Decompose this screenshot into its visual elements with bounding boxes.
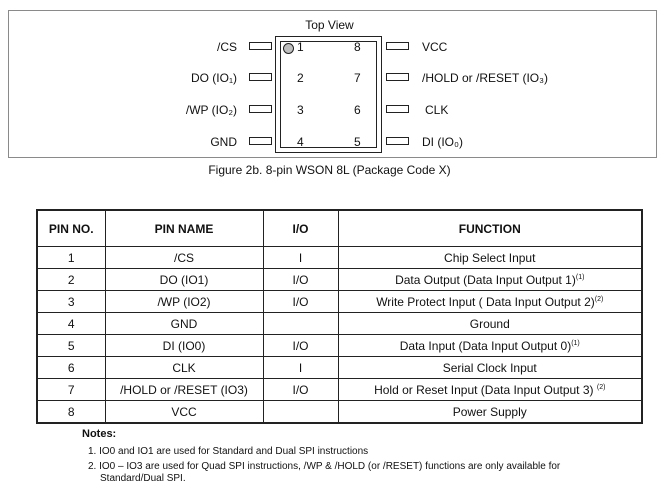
table-row [37,401,642,424]
table-row [37,357,642,379]
pin-label-cs: /CS [216,40,237,54]
cell-io: I/O [263,335,338,357]
header-pin-no: PIN NO. [37,210,105,247]
cell-pin-no: 7 [37,379,105,401]
top-view-label: Top View [305,18,354,32]
cell-io: I [263,247,338,269]
function-text: Chip Select Input [444,250,536,265]
pin-label-hold-reset: /HOLD or /RESET (IO₃) [422,71,549,85]
table-row [37,269,642,291]
note-2: 2. IO0 – IO3 are used for Quad SPI instructions, /WP & /HOLD (or /RESET) functions are only available for [88,461,561,472]
cell-function [338,357,642,379]
pin-number-7: 7 [354,71,361,85]
cell-pin-no: 3 [37,291,105,313]
cell-pin-no: 1 [37,247,105,269]
pin-label-clk: CLK [425,103,449,117]
pin-number-8: 8 [354,40,361,54]
cell-io [263,313,338,335]
pin-number-3: 3 [297,103,304,117]
table-row [37,291,642,313]
header-io: I/O [263,210,338,247]
function-text: Hold or Reset Input (Data Input Output 3) [374,382,597,397]
pad-pin-8 [386,42,409,50]
cell-pin-name: VCC [105,401,263,424]
chip-inner-outline [280,41,377,148]
cell-pin-name: DI (IO0) [105,335,263,357]
function-text: Data Input (Data Input Output 0) [399,338,572,353]
cell-pin-no: 8 [37,401,105,424]
function-text: Power Supply [452,404,527,419]
function-text: Data Output (Data Input Output 1) [395,272,576,287]
cell-pin-name: GND [105,313,263,335]
pin-number-1: 1 [297,40,304,54]
cell-io: I/O [263,269,338,291]
pin-label-wp: /WP (IO₂) [185,103,237,117]
pad-pin-4 [249,137,272,145]
table-header-row [37,210,642,247]
cell-function [338,313,642,335]
pin-number-4: 4 [297,135,304,149]
cell-pin-name: /HOLD or /RESET (IO3) [105,379,263,401]
note-1: 1. IO0 and IO1 are used for Standard and Dual SPI instructions [88,446,369,457]
pin-label-vcc: VCC [422,40,448,54]
cell-function [338,401,642,424]
function-text: Serial Clock Input [442,360,537,375]
table-row [37,379,642,401]
note-2-continued: Standard/Dual SPI. [100,473,186,484]
table-row [37,335,642,357]
cell-function [338,379,642,401]
cell-function [338,269,642,291]
pin-label-gnd: GND [210,135,237,149]
pad-pin-2 [249,73,272,81]
footnote-ref: (1) [571,339,580,347]
table-row [37,247,642,269]
pin-number-6: 6 [354,103,361,117]
cell-io [263,401,338,424]
notes-title: Notes: [82,428,117,440]
cell-function [338,247,642,269]
pad-pin-6 [386,105,409,113]
footnote-ref: (2) [596,383,606,391]
cell-pin-name: CLK [105,357,263,379]
pin-description-table [36,209,643,424]
function-text: Write Protect Input ( Data Input Output 2) [376,294,595,309]
header-pin-name: PIN NAME [105,210,263,247]
cell-io: I [263,357,338,379]
cell-function [338,291,642,313]
pin-number-2: 2 [297,71,304,85]
cell-pin-no: 5 [37,335,105,357]
cell-pin-no: 2 [37,269,105,291]
header-function: FUNCTION [338,210,642,247]
table-row [37,313,642,335]
pin-label-di: DI (IO₀) [422,135,463,149]
footnote-ref: (1) [575,273,585,281]
cell-pin-name: /CS [105,247,263,269]
cell-pin-no: 4 [37,313,105,335]
pin-number-5: 5 [354,135,361,149]
pad-pin-1 [249,42,272,50]
cell-pin-name: DO (IO1) [105,269,263,291]
chip-outline [275,36,382,153]
pad-pin-5 [386,137,409,145]
pin-label-do: DO (IO₁) [190,71,237,85]
cell-pin-no: 6 [37,357,105,379]
footnote-ref: (2) [594,295,604,303]
cell-function [338,335,642,357]
pad-pin-3 [249,105,272,113]
pad-pin-7 [386,73,409,81]
cell-pin-name: /WP (IO2) [105,291,263,313]
function-text: Ground [469,316,510,331]
figure-caption: Figure 2b. 8-pin WSON 8L (Package Code X) [208,163,451,177]
pin1-indicator-dot [283,43,294,54]
cell-io: I/O [263,291,338,313]
cell-io: I/O [263,379,338,401]
